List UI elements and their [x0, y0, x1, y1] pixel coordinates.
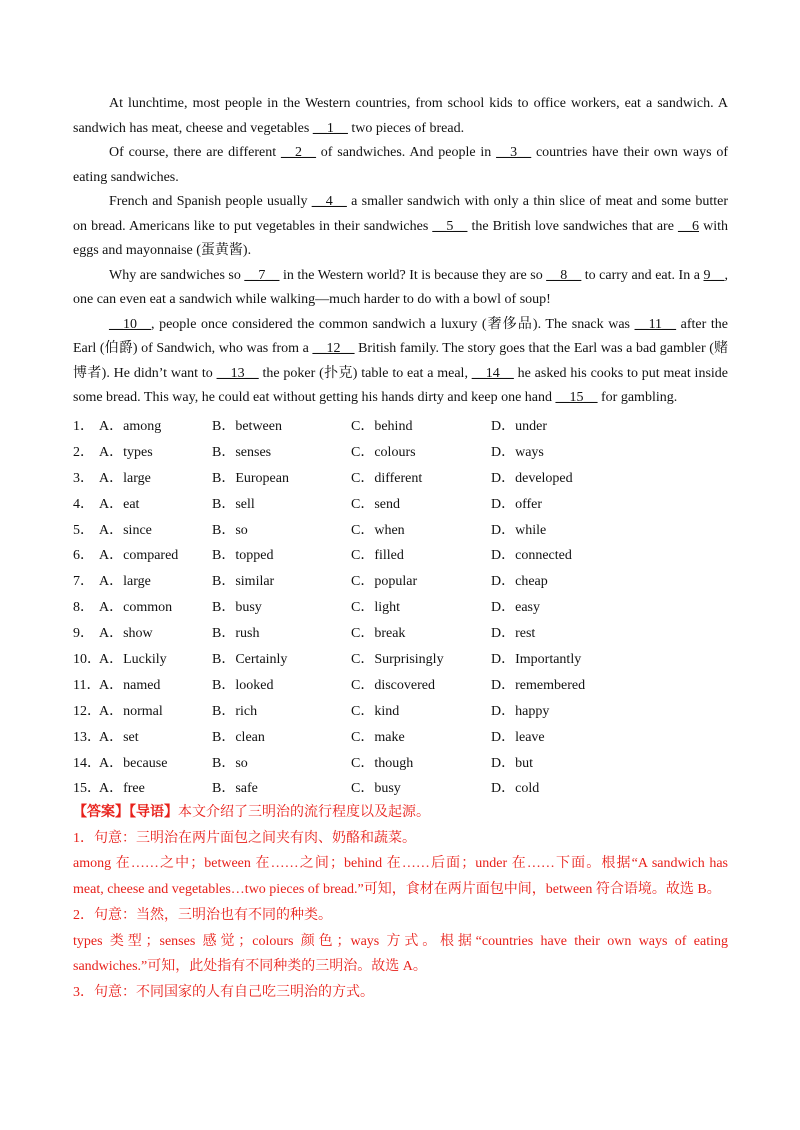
passage-text: with eggs and mayonnaise (蛋黄酱). [73, 218, 729, 258]
option-d: D．but [491, 755, 533, 771]
option-a: A．normal [99, 703, 163, 719]
option-a: A．show [99, 626, 153, 642]
passage-text: after the Earl (伯爵) of Sandwich, who was from a [73, 316, 728, 356]
blank-15: __15__ [555, 390, 598, 405]
option-b: B．rich [212, 703, 258, 719]
option-c: C．popular [351, 574, 418, 590]
option-c: C．kind [351, 703, 400, 719]
option-b: B．clean [212, 729, 265, 745]
option-a: A．because [99, 755, 168, 771]
passage-text: in the Western world? It is because they are so [279, 267, 547, 283]
question-number: 6． [73, 548, 94, 564]
option-c: C．make [351, 729, 405, 745]
option-a: A．free [99, 781, 145, 797]
option-c: C．though [351, 755, 414, 771]
passage-text: he asked his cooks to put meat inside some bread. This way, he could eat without getting his hands dirty and keep one hand [73, 365, 728, 405]
option-a: A．common [99, 600, 173, 616]
option-row [73, 440, 728, 466]
option-c: C．colours [351, 444, 416, 460]
question-number: 12． [73, 703, 101, 719]
passage-text: two pieces of bread. [347, 120, 465, 136]
option-c: C．busy [351, 781, 401, 797]
option-row [73, 595, 728, 621]
option-b: B．topped [212, 548, 274, 564]
option-c: C．filled [351, 548, 404, 564]
question-number: 11． [73, 677, 101, 693]
option-d: D．leave [491, 729, 545, 745]
option-b: B．busy [212, 600, 262, 616]
question-number: 5． [73, 522, 94, 538]
question-number: 9． [73, 626, 94, 642]
blank-9: 9__ [703, 267, 725, 283]
option-a: A．large [99, 470, 151, 486]
option-row [73, 543, 728, 569]
option-a: A．large [99, 574, 151, 590]
option-row [73, 673, 728, 699]
option-a: A．compared [99, 548, 179, 564]
option-b: B．so [212, 522, 248, 538]
option-b: B．safe [212, 781, 258, 797]
passage-text: to carry and eat. In a [581, 267, 704, 283]
option-c: C．light [351, 600, 401, 616]
passage-text: the poker (扑克) table to eat a meal, [258, 365, 472, 381]
option-b: B．between [212, 419, 282, 434]
question-number: 8． [73, 600, 94, 616]
question-number: 7． [73, 574, 94, 590]
question-number: 3． [73, 470, 94, 486]
option-a: A．since [99, 522, 152, 538]
option-b: B．similar [212, 574, 275, 590]
option-d: D．connected [491, 548, 572, 564]
question-number: 4． [73, 496, 94, 512]
blank-4: __4__ [311, 194, 347, 209]
option-d: D．remembered [491, 677, 586, 693]
blank-5: __5__ [432, 218, 468, 234]
option-c: C．Surprisingly [351, 652, 444, 668]
answer-tag: 【答案】【导语】 [73, 805, 178, 820]
option-d: D．under [491, 419, 547, 434]
blank-10: __10__ [109, 316, 151, 332]
option-c: C．send [351, 496, 400, 512]
blank-11: __11__ [634, 316, 677, 332]
passage-text: French and Spanish people usually [109, 194, 312, 209]
option-c: C．when [351, 522, 405, 538]
blank-14: __14__ [471, 365, 514, 381]
option-d: D．happy [491, 703, 550, 719]
blank-7: __7__ [244, 267, 280, 283]
option-row [73, 569, 728, 595]
option-c: C．different [351, 470, 423, 486]
option-d: D．rest [491, 626, 536, 642]
question-number: 2． [73, 444, 94, 460]
passage-paragraph-3 [73, 190, 728, 264]
option-c: C．discovered [351, 677, 435, 693]
answer-q2-title: 2．句意：当然，三明治也有不同的种类。 [73, 907, 332, 923]
question-number: 14． [73, 755, 101, 771]
answer-q1-explanation: among 在……之中；between 在……之间；behind 在……后面；under 在……下面。根据“A sandwich has meat, cheese and vegetables…two pieces of bread.”可知，食材在两片面包中间，between 符合语境。故选 B。 [73, 856, 728, 898]
option-row [73, 466, 728, 492]
option-row [73, 751, 728, 777]
answer-q2-explanation: types 类型；senses 感觉；colours 颜色；ways 方式。根据“countries have their own ways of eating sandwiches.”可知，此处指有不同种类的三明治。故选 A。 [73, 933, 728, 975]
answer-q3-title: 3．句意：不同国家的人有自己吃三明治的方式。 [73, 984, 374, 1000]
option-b: B．looked [212, 677, 274, 693]
option-a: A．named [99, 677, 161, 693]
option-d: D．easy [491, 600, 540, 616]
option-a: A．types [99, 444, 153, 460]
option-a: A．eat [99, 496, 140, 512]
blank-13: __13__ [216, 365, 259, 381]
option-b: B．so [212, 755, 248, 771]
option-a: A．set [99, 729, 139, 745]
question-number: 1． [73, 419, 94, 434]
option-row [73, 492, 728, 518]
option-d: D．while [491, 522, 547, 538]
blank-1: __1__ [312, 120, 348, 136]
passage-text: Why are sandwiches so [109, 267, 245, 283]
option-row [73, 518, 728, 544]
cloze-passage [73, 92, 728, 411]
option-d: D．ways [491, 444, 544, 460]
option-row [73, 621, 728, 647]
answer-q1-title: 1．句意：三明治在两片面包之间夹有肉、奶酪和蔬菜。 [73, 830, 416, 846]
answer-intro [73, 800, 728, 826]
passage-text: a smaller sandwich with only a thin slice of meat and some butter on bread. Americans like to put vegetables in their sandwiches [73, 194, 728, 234]
option-d: D．offer [491, 496, 543, 512]
option-row [73, 414, 728, 440]
blank-6: __6 [678, 218, 700, 234]
passage-text: of sandwiches. And people in [315, 145, 497, 160]
passage-text: countries have their own ways of eating sandwiches. [73, 145, 729, 185]
option-c: C．behind [351, 419, 413, 434]
blank-8: __8__ [546, 267, 582, 283]
passage-paragraph-4 [73, 264, 728, 313]
passage-text: Of course, there are different [109, 145, 281, 160]
option-c: C．break [351, 626, 406, 642]
passage-text: , one can even eat a sandwich while walking—much harder to do with a bowl of soup! [73, 267, 728, 307]
option-d: D．Importantly [491, 652, 582, 668]
option-d: D．developed [491, 470, 573, 486]
passage-paragraph-2 [73, 141, 728, 190]
question-number: 10． [73, 652, 101, 668]
question-number: 13． [73, 729, 101, 745]
passage-text: At lunchtime, most people in the Western countries, from school kids to office workers, eat a sandwich. A sandwich has meat, cheese and vegetables [73, 96, 728, 136]
option-row [73, 647, 728, 673]
answer-intro-text: 本文介绍了三明治的流行程度以及起源。 [178, 805, 430, 820]
answer-section [73, 800, 728, 1006]
option-d: D．cheap [491, 574, 548, 590]
answer-options [73, 414, 728, 802]
option-b: B．European [212, 470, 289, 486]
question-number: 15． [73, 781, 101, 797]
passage-text: British family. The story goes that the Earl was a bad gambler (赌博者). He didn’t want to [73, 341, 729, 381]
passage-paragraph-1 [73, 92, 728, 141]
blank-2: __2__ [280, 145, 316, 160]
option-b: B．Certainly [212, 652, 288, 668]
option-b: B．sell [212, 496, 255, 512]
passage-text: for gambling. [597, 390, 678, 405]
option-d: D．cold [491, 781, 540, 797]
blank-12: __12__ [312, 341, 355, 356]
option-row [73, 776, 728, 802]
option-row [73, 699, 728, 725]
option-b: B．senses [212, 444, 272, 460]
option-row [73, 725, 728, 751]
passage-paragraph-5 [73, 313, 728, 411]
blank-3: __3__ [496, 145, 532, 160]
passage-text: , people once considered the common sandwich a luxury (奢侈品). The snack was [151, 316, 635, 332]
option-b: B．rush [212, 626, 260, 642]
passage-text: the British love sandwiches that are [467, 218, 679, 234]
option-a: A．Luckily [99, 652, 167, 668]
option-a: A．among [99, 419, 162, 434]
